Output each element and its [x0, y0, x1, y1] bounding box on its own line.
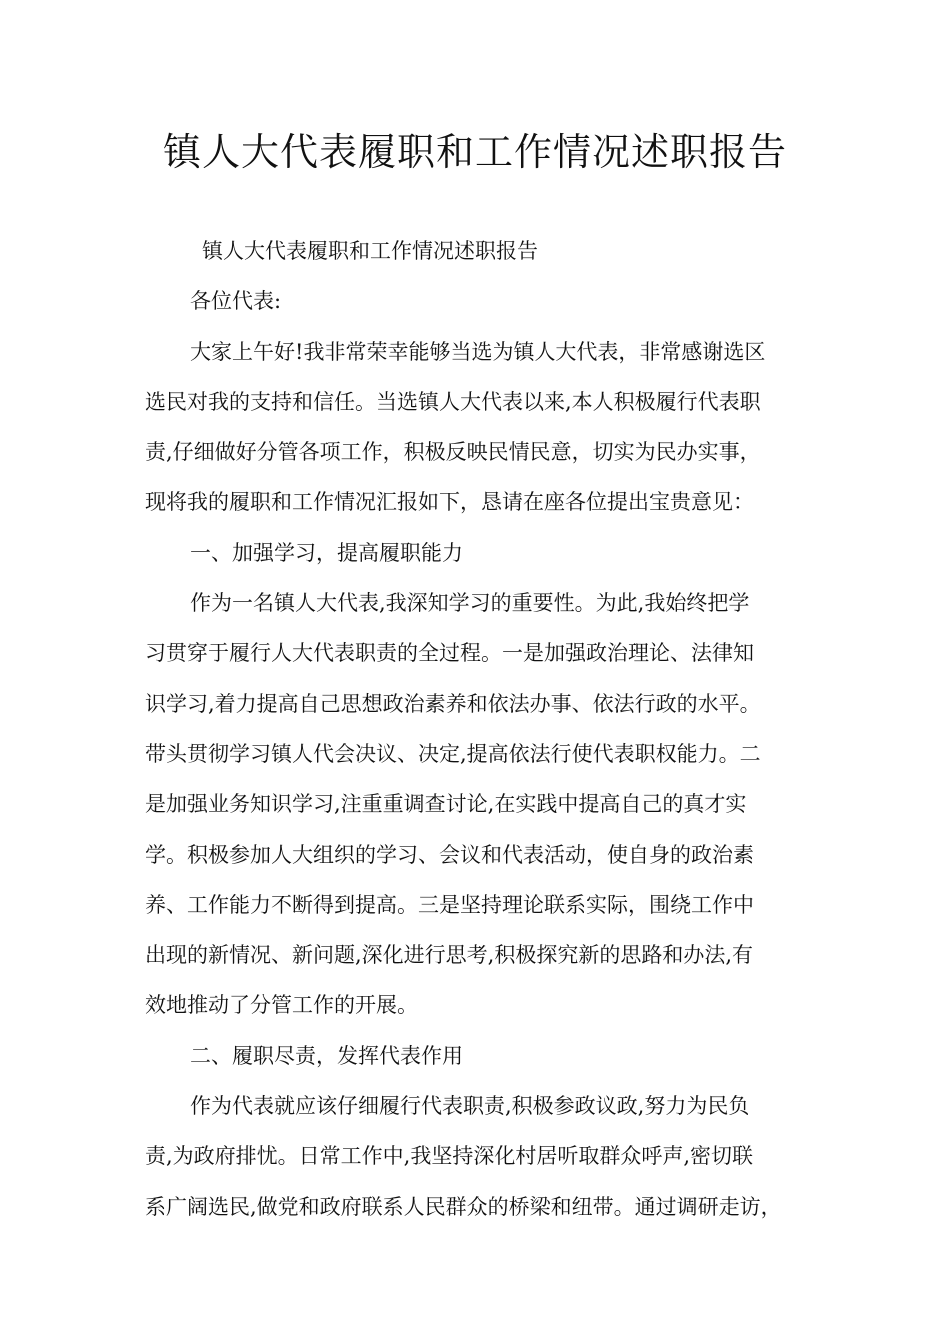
paragraph-line: 作为一名镇人大代表,我深知学习的重要性。为此,我始终把学 [190, 591, 750, 616]
paragraph-line: 系广阔选民,做党和政府联系人民群众的桥梁和纽带。通过调研走访， [145, 1194, 782, 1219]
paragraph-line: 责,仔细做好分管各项工作，积极反映民情民意，切实为民办实事， [145, 440, 761, 465]
paragraph-line: 学。积极参加人大组织的学习、会议和代表活动，使自身的政治素 [145, 842, 754, 867]
document-title: 镇人大代表履职和工作情况述职报告 [162, 130, 787, 174]
paragraph-line: 大家上午好!我非常荣幸能够当选为镇人大代表，非常感谢选区 [190, 339, 766, 364]
body-subtitle: 镇人大代表履职和工作情况述职报告 [202, 239, 538, 263]
paragraph-line: 选民对我的支持和信任。当选镇人大代表以来,本人积极履行代表职 [145, 389, 761, 414]
paragraph-line: 效地推动了分管工作的开展。 [145, 993, 418, 1018]
salutation: 各位代表: [190, 289, 282, 314]
section-heading-2: 二、履职尽责，发挥代表作用 [190, 1043, 463, 1068]
paragraph-line: 作为代表就应该仔细履行代表职责,积极参政议政,努力为民负 [190, 1094, 750, 1119]
section-heading-1: 一、加强学习，提高履职能力 [190, 540, 463, 565]
paragraph-line: 带头贯彻学习镇人代会决议、决定,提高依法行使代表职权能力。二 [145, 741, 761, 766]
paragraph-line: 是加强业务知识学习,注重重调查讨论,在实践中提高自己的真才实 [145, 792, 747, 817]
paragraph-line: 出现的新情况、新问题,深化进行思考,积极探究新的思路和办法,有 [145, 943, 754, 968]
document-body [145, 226, 811, 1232]
paragraph-line: 现将我的履职和工作情况汇报如下，恳请在座各位提出宝贵意见： [145, 490, 754, 515]
paragraph-line: 习贯穿于履行人大代表职责的全过程。一是加强政治理论、法律知 [145, 641, 754, 666]
paragraph-line: 责,为政府排忧。日常工作中,我坚持深化村居听取群众呼声,密切联 [145, 1144, 754, 1169]
paragraph-line: 识学习,着力提高自己思想政治素养和依法办事、依法行政的水平。 [145, 691, 761, 716]
paragraph-line: 养、工作能力不断得到提高。三是坚持理论联系实际，围绕工作中 [145, 892, 754, 917]
